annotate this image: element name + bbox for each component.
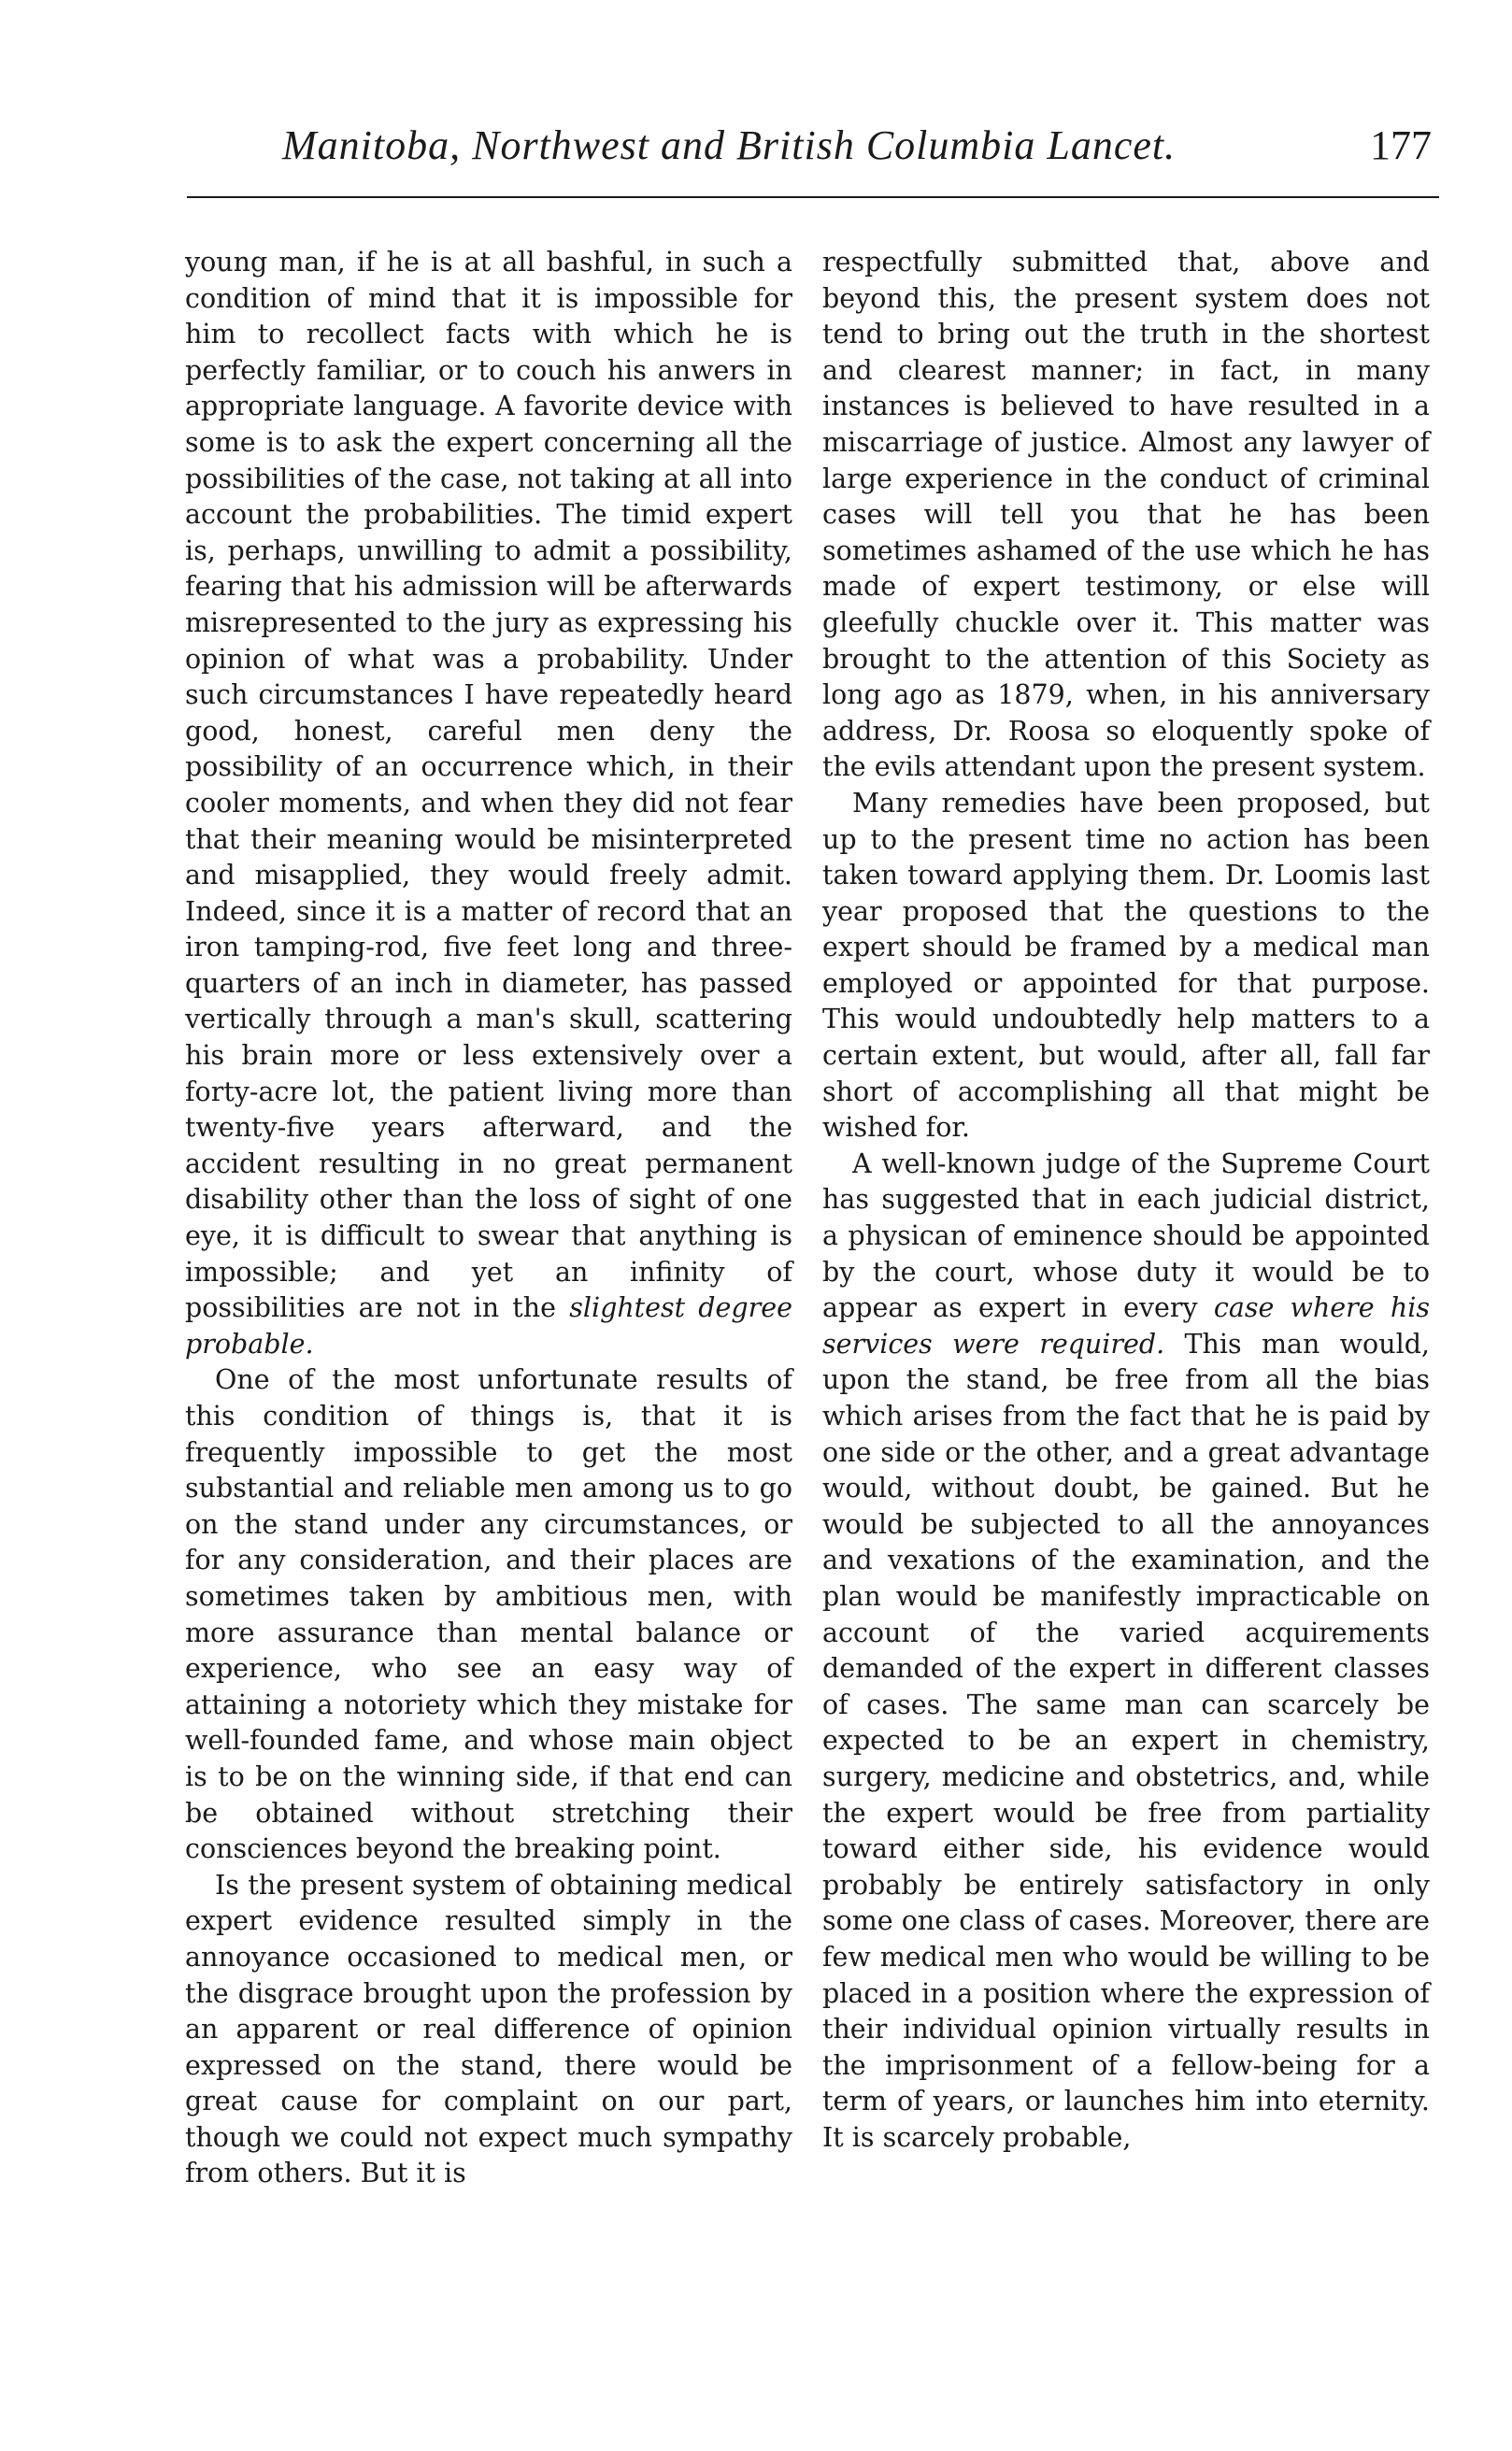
paragraph-text: A well-known judge of the Supreme Court has suggested that in each judicial district, a physican of eminence should be appointed by the court, whose duty it would be to appear as expert in every bbox=[822, 1147, 1430, 1324]
paragraph bbox=[185, 245, 792, 1362]
paragraph-text: This man would, upon the stand, be free from all the bias which arises from the fact that he is paid by one side or the other, and a great advantage would, without doubt, be gained. But he would be subjected to all the annoyances and vexations of the examination, and the plan would be manifestly impracticable on account of the varied acquirements demanded of the expert in different classes of cases. The same man can scarcely be expected to be an expert in chemistry, surgery, medicine and obstetrics, and, while the expert would be free from partiality toward either side, his evidence would probably be entirely satisfactory in only some one class of cases. Moreover, there are few medical men who would be willing to be placed in a position where the expression of their individual opinion virtually results in the imprisonment of a fellow-being for a term of years, or launches him into eternity. It is scarcely probable, bbox=[822, 1328, 1430, 2153]
left-column bbox=[185, 245, 792, 2192]
right-column bbox=[822, 245, 1430, 2156]
paragraph: Many remedies have been proposed, but up to the present time no action has been taken toward applying them. Dr. Loomis last year proposed that the questions to the expert should be framed by a medical man employed or appointed for that purpose. This would undoubtedly help matters to a certain extent, but would, after all, fall far short of accomplishing all that might be wished for. bbox=[822, 787, 1430, 1144]
paragraph: Is the present system of obtaining medical expert evidence resulted simply in the annoyance occasioned to medical men, or the disgrace brought upon the profession by an apparent or real difference of opinion expressed on the stand, there would be great cause for complaint on our part, though we could not expect much sympathy from others. But it is bbox=[185, 1869, 792, 2189]
paragraph: One of the most unfortunate results of this condition of things is, that it is frequently impossible to get the most substantial and reliable men among us to go on the stand under any circumstances, or for any consideration, and their places are sometimes taken by ambitious men, with more assurance than mental balance or experience, who see an easy way of attaining a notoriety which they mistake for well-founded fame, and whose main object is to be on the winning side, if that end can be obtained without stretching their consciences beyond the breaking point. bbox=[185, 1364, 792, 1865]
italic-text: slightest degree probable. bbox=[185, 1292, 793, 1360]
paragraph: respectfully submitted that, above and beyond this, the present system does not tend to bring out the truth in the shortest and clearest manner; in fact, in many instances is believed to have resulted in a miscarriage of justice. Almost any lawyer of large experience in the conduct of criminal cases will tell you that he has been sometimes ashamed of the use which he has made of expert testimony, or else will gleefully chuckle over it. This matter was brought to the attention of this Society as long ago as 1879, when, in his anniversary address, Dr. Roosa so eloquently spoke of the evils attendant upon the present system. bbox=[822, 247, 1430, 783]
paragraph-text: young man, if he is at all bashful, in such a condition of mind that it is impossible for him to recollect facts with which he is perfectly familiar, or to couch his anwers in appropriate language. A favorite device with some is to ask the expert concerning all the possibilities of the case, not taking at all into account the probabilities. The timid expert is, perhaps, unwilling to admit a possibility, fearing that his admission will be afterwards misrepresented to the jury as expressing his opinion of what was a probability. Under such circumstances I have repeatedly heard good, honest, careful men deny the possibility of an occurrence which, in their cooler moments, and when they did not fear that their meaning would be misinterpreted and misapplied, they would freely admit. Indeed, since it is a matter of record that an iron tamping-rod, five feet long and three-quarters of an inch in diameter, has passed vertically through a man's skull, scattering his brain more or less extensively over a forty-acre lot, the patient living more than twenty-five years afterward, and the accident resulting in no great permanent disability other than the loss of sight of one eye, it is difficult to swear that anything is impossible; and yet an infinity of possibilities are not in the bbox=[185, 247, 792, 1324]
paragraph bbox=[822, 1147, 1430, 2157]
italic-text: case where his services were required. bbox=[822, 1292, 1430, 1360]
running-head bbox=[187, 110, 1439, 185]
running-title: Manitoba, Northwest and British Columbia Lancet. bbox=[282, 122, 1177, 168]
header-rule bbox=[187, 196, 1439, 198]
page-number: 177 bbox=[1370, 122, 1432, 168]
